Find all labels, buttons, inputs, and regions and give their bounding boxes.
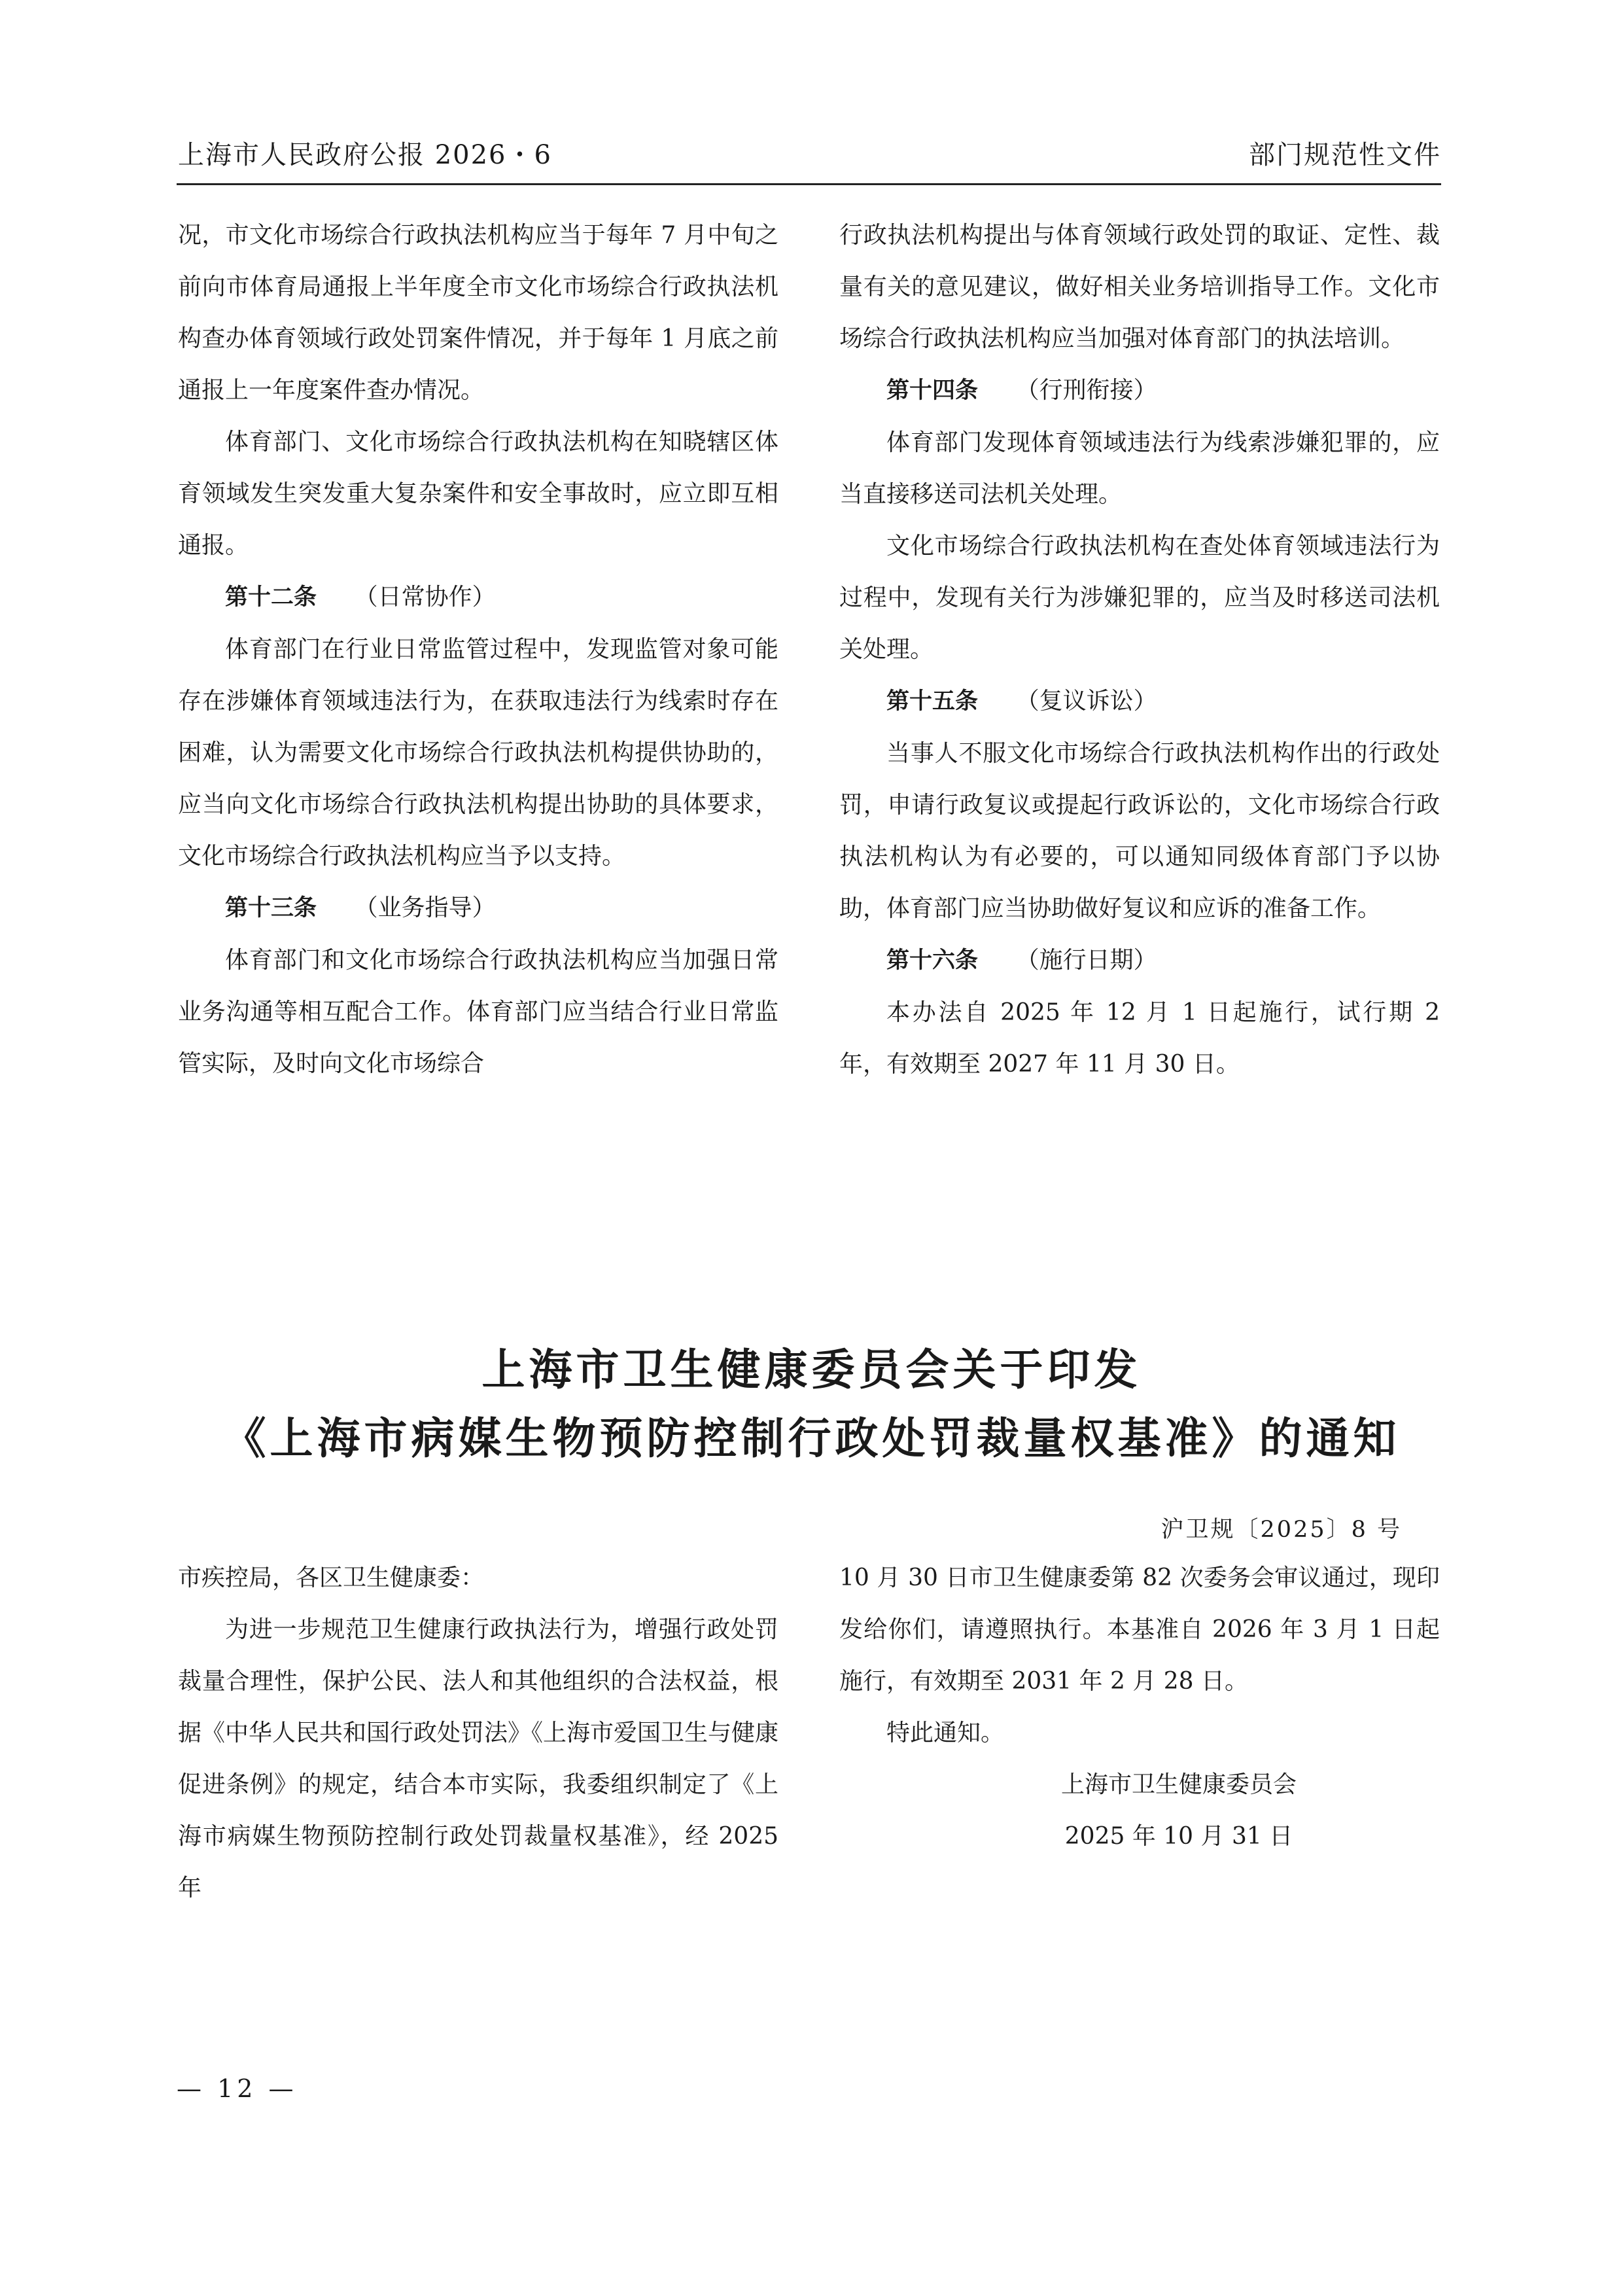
article-number: 第十四条 <box>886 378 979 404</box>
page-number: — 12 — <box>177 2074 298 2103</box>
top-left-column <box>178 209 778 1089</box>
paragraph: 体育部门、文化市场综合行政执法机构在知晓辖区体育领域发生突发重大复杂案件和安全事故时，应立即互相通报。 <box>178 429 778 559</box>
journal-header: 上海市人民政府公报 2026・6 <box>178 140 552 170</box>
article-12-heading <box>178 571 778 624</box>
paragraph: 本办法自 2025 年 12 月 1 日起施行，试行期 2 年，有效期至 2027 年 11 月 30 日。 <box>839 999 1440 1078</box>
paragraph: 为进一步规范卫生健康行政执法行为，增强行政处罚裁量合理性，保护公民、法人和其他组织的合法权益，根据《中华人民共和国行政处罚法》《上海市爱国卫生与健康促进条例》的规定，结合本市实际，我委组织制定了《上海市病媒生物预防控制行政处罚裁量权基准》，经 2025 年 <box>178 1616 779 1901</box>
article-name: （日常协作） <box>354 584 496 610</box>
article-name: （业务指导） <box>354 894 496 921</box>
paragraph: 体育部门发现体育领域违法行为线索涉嫌犯罪的，应当直接移送司法机关处理。 <box>839 429 1440 508</box>
article-number: 第十五条 <box>886 688 979 715</box>
closing-line: 特此通知。 <box>886 1720 1005 1746</box>
paragraph: 当事人不服文化市场综合行政执法机构作出的行政处罚，申请行政复议或提起行政诉讼的，文化市场综合行政执法机构认为有必要的，可以通知同级体育部门予以协助，体育部门应当协助做好复议和应诉的准备工作。 <box>839 740 1440 922</box>
article-13-heading <box>178 882 778 934</box>
header-divider <box>177 183 1441 185</box>
paragraph: 体育部门和文化市场综合行政执法机构应当加强日常业务沟通等相互配合工作。体育部门应当结合行业日常监管实际，及时向文化市场综合 <box>178 947 778 1077</box>
paragraph: 10 月 30 日市卫生健康委第 82 次委务会审议通过，现印发给你们，请遵照执行。本基准自 2026 年 3 月 1 日起施行，有效期至 2031 年 2 月 28 日。 <box>839 1564 1440 1695</box>
notice-right-column <box>839 1552 1440 1862</box>
signature-date: 2025 年 10 月 31 日 <box>1064 1823 1293 1850</box>
article-16-heading <box>839 934 1440 987</box>
signer: 上海市卫生健康委员会 <box>1060 1771 1297 1798</box>
article-name: （施行日期） <box>1015 947 1157 974</box>
notice-title-line-2: 《上海市病媒生物预防控制行政处罚裁量权基准》的通知 <box>222 1413 1401 1464</box>
paragraph: 体育部门在行业日常监管过程中，发现监管对象可能存在涉嫌体育领域违法行为，在获取违法行为线索时存在困难，认为需要文化市场综合行政执法机构提供协助的，应当向文化市场综合行政执法机构提出协助的具体要求，文化市场综合行政执法机构应当予以支持。 <box>178 636 778 870</box>
top-right-column <box>839 209 1440 1090</box>
section-header: 部门规范性文件 <box>1249 140 1441 170</box>
document-number: 沪卫规〔2025〕8 号 <box>1161 1517 1402 1543</box>
notice-left-column <box>178 1552 778 1914</box>
article-number: 第十六条 <box>886 947 979 974</box>
paragraph: 文化市场综合行政执法机构在查处体育领域违法行为过程中，发现有关行为涉嫌犯罪的，应当及时移送司法机关处理。 <box>839 533 1440 663</box>
paragraph: 况，市文化市场综合行政执法机构应当于每年 7 月中旬之前向市体育局通报上半年度全市文化市场综合行政执法机构查办体育领域行政处罚案件情况，并于每年 1 月底之前通报上一年度案件查办情况。 <box>178 222 778 404</box>
article-name: （复议诉讼） <box>1015 688 1157 715</box>
article-15-heading <box>839 675 1440 728</box>
article-number: 第十三条 <box>225 895 317 921</box>
paragraph: 行政执法机构提出与体育领域行政处罚的取证、定性、裁量有关的意见建议，做好相关业务培训指导工作。文化市场综合行政执法机构应当加强对体育部门的执法培训。 <box>839 222 1440 352</box>
article-name: （行刑衔接） <box>1015 377 1157 404</box>
article-number: 第十二条 <box>225 584 317 610</box>
article-14-heading <box>839 364 1440 417</box>
addressee: 市疾控局，各区卫生健康委： <box>178 1564 485 1591</box>
notice-title-line-1: 上海市卫生健康委员会关于印发 <box>481 1345 1142 1395</box>
